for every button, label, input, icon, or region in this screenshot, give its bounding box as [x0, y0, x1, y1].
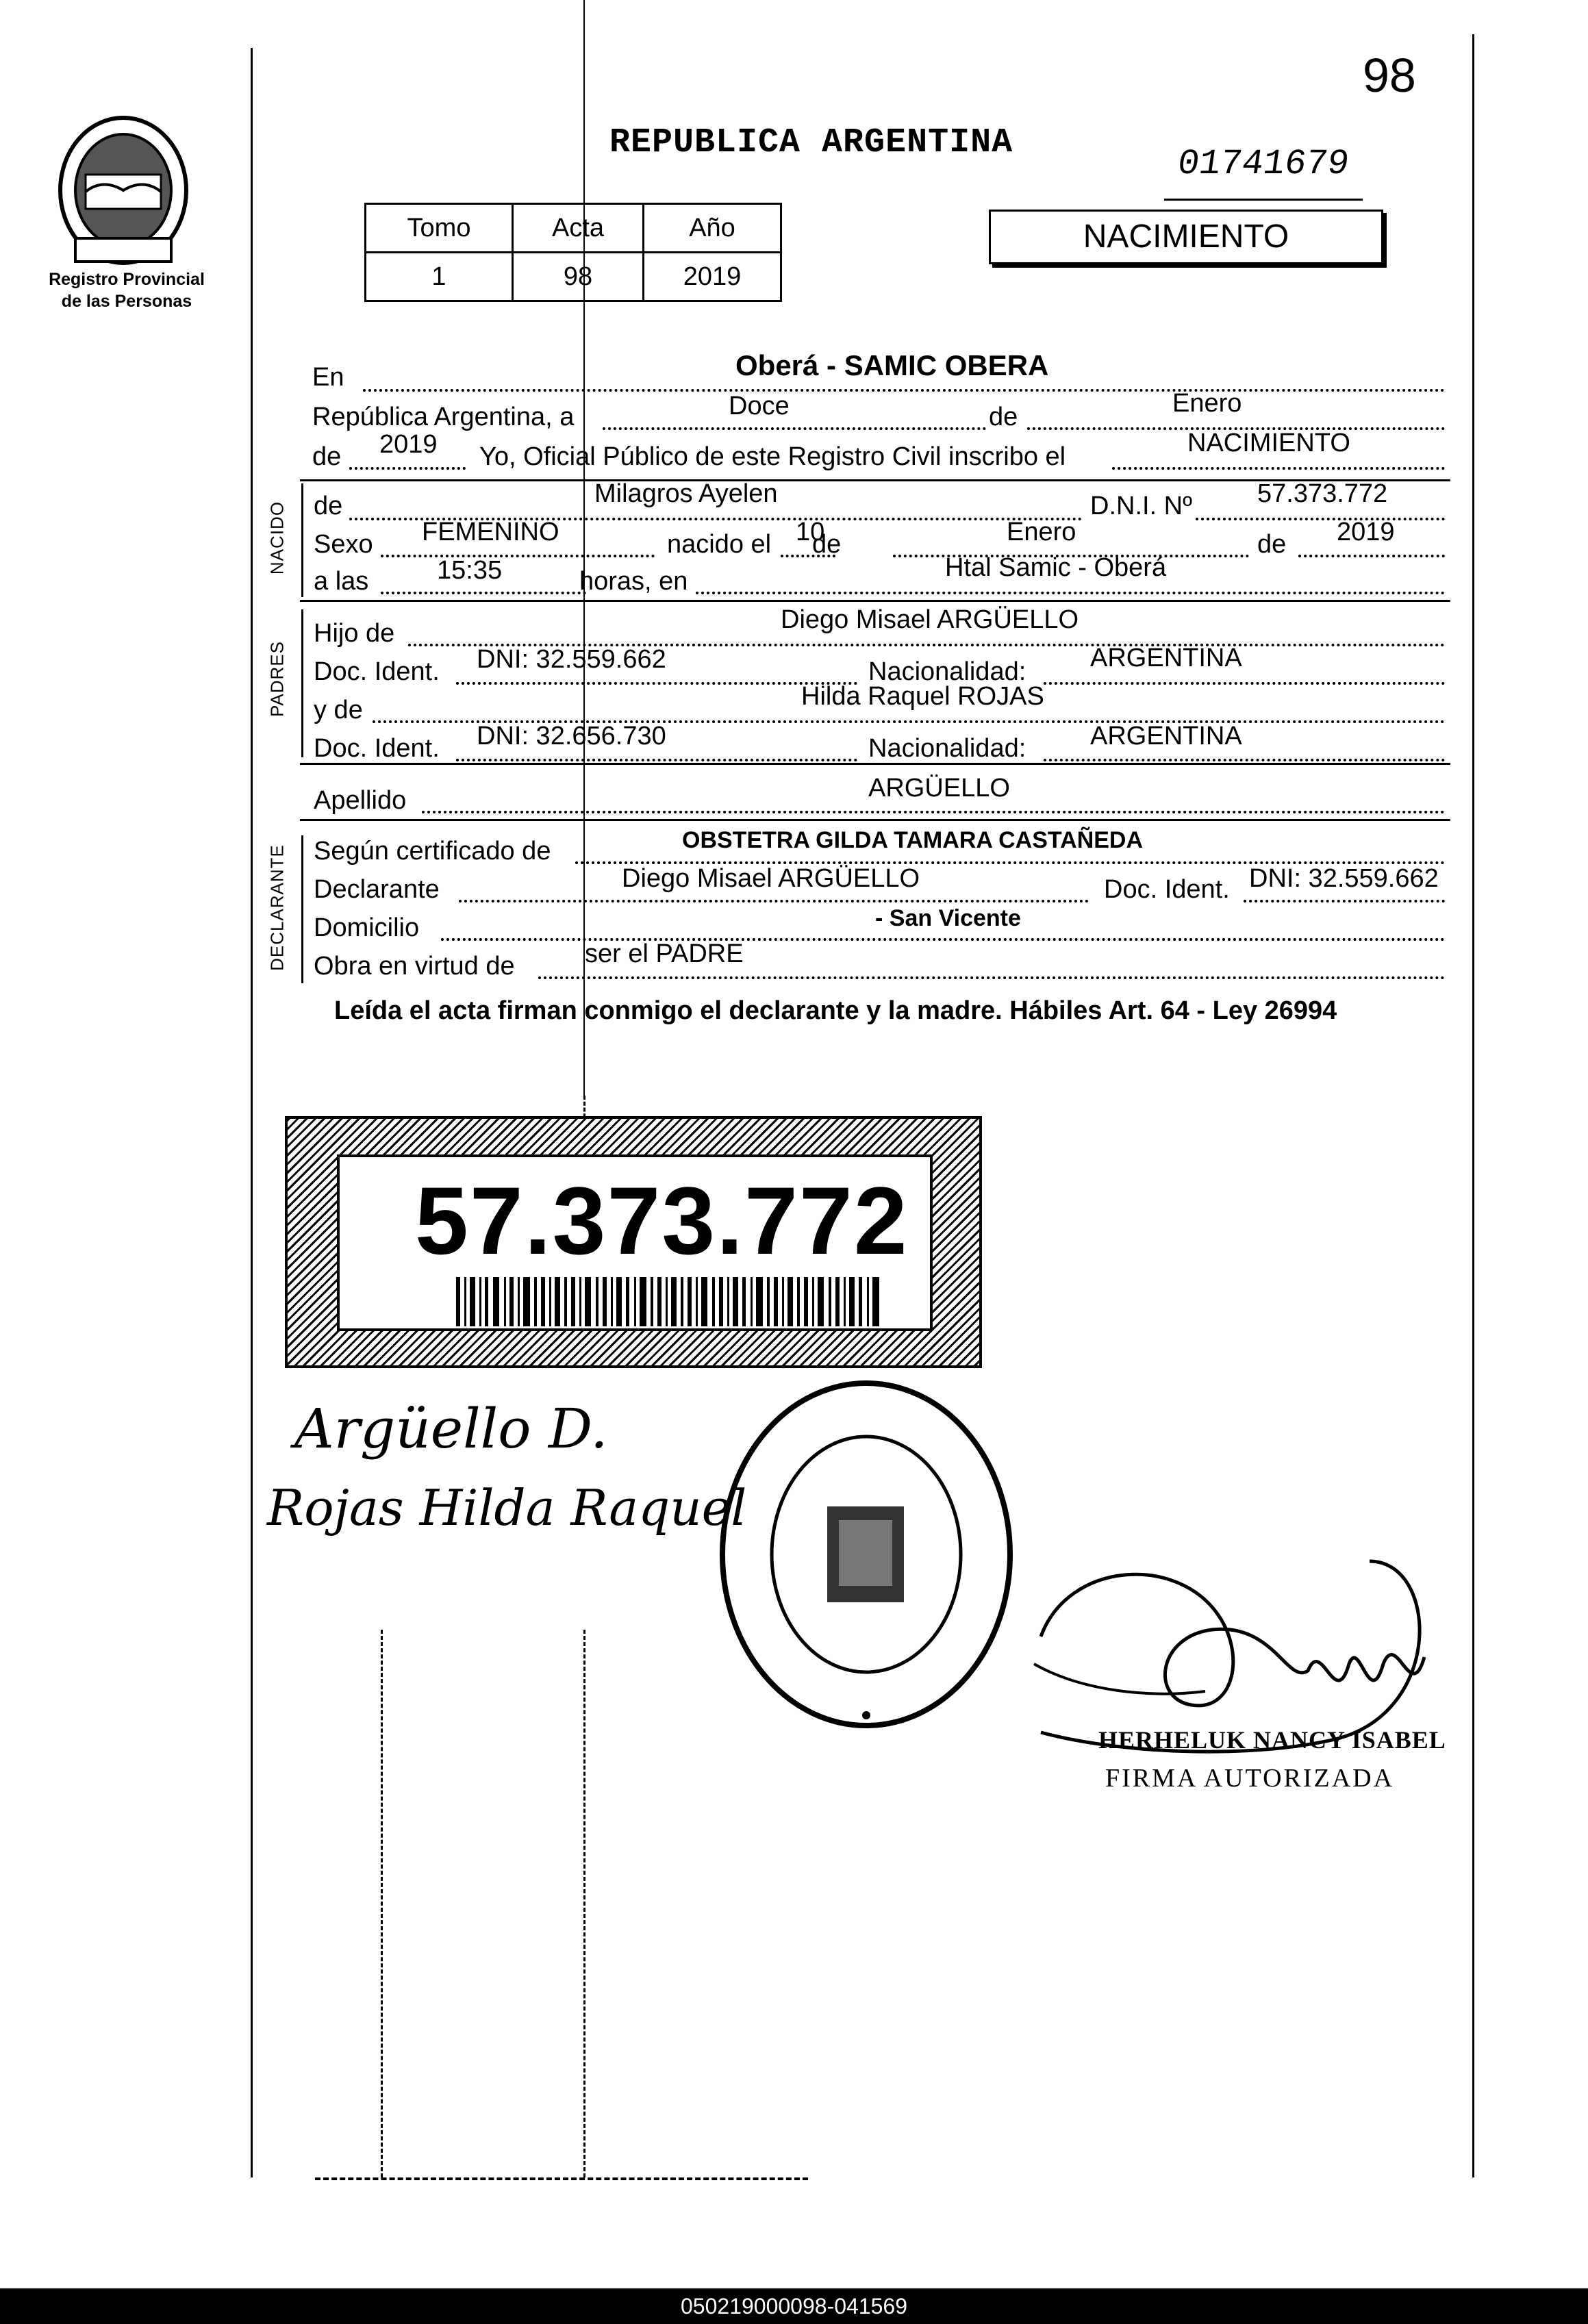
- acta-label: Acta: [513, 204, 644, 253]
- separator-3: [300, 763, 1450, 765]
- cert-value: OBSTETRA GILDA TAMARA CASTAÑEDA: [682, 827, 1144, 853]
- page-number: 98: [1363, 49, 1416, 102]
- dni-sticker: [285, 1116, 982, 1368]
- fold-dash: [583, 1630, 585, 2177]
- fold-line: [583, 0, 585, 1096]
- tomo-value: 1: [366, 253, 513, 301]
- firma-madre: Rojas Hilda Raquel: [267, 1479, 747, 1537]
- dni-dots: [1196, 518, 1445, 520]
- horas-en-label: horas, en: [579, 567, 688, 596]
- separator-2: [300, 600, 1450, 602]
- right-margin-line: [1472, 34, 1474, 2177]
- padre-doc-dots: [456, 682, 857, 685]
- decl-dots: [459, 900, 1089, 902]
- madre-value: Hilda Raquel ROJAS: [801, 682, 1044, 711]
- nacido-de-label: de: [314, 492, 343, 520]
- sexo-value: FEMENINO: [422, 518, 559, 546]
- tomo-label: Tomo: [366, 204, 513, 253]
- document-code-footer: 050219000098-041569: [0, 2288, 1588, 2324]
- decl-label: Declarante: [314, 875, 440, 904]
- sexo-label: Sexo: [314, 530, 373, 559]
- inscribo-dots: [1112, 467, 1445, 470]
- madre-doc-value: DNI: 32.656.730: [477, 722, 666, 750]
- nac-mes-value: Enero: [1007, 518, 1076, 546]
- madre-doc-label: Doc. Ident.: [314, 734, 440, 763]
- anio-value: 2019: [644, 253, 781, 301]
- official-seal-stamp: [712, 1376, 1020, 1732]
- hora-value: 15:35: [437, 556, 503, 585]
- padre-value: Diego Misael ARGÜELLO: [781, 605, 1079, 634]
- nac-anio-value: 2019: [1337, 518, 1395, 546]
- hijo-label: Hijo de: [314, 619, 395, 648]
- decl-doc-value: DNI: 32.559.662: [1249, 864, 1439, 893]
- leida-text: Leída el acta firman conmigo el declarante y la madre. Hábiles Art. 64 - Ley 26994: [334, 996, 1337, 1025]
- en-label: En: [312, 363, 344, 392]
- obra-label: Obra en virtud de: [314, 952, 515, 981]
- declarante-section-label: DECLARANTE: [266, 844, 288, 971]
- dni-value: 57.373.772: [1257, 479, 1388, 508]
- apellido-label: Apellido: [314, 786, 407, 815]
- en-dots: [363, 389, 1445, 392]
- nacido-bracket: [301, 483, 303, 597]
- bottom-dashed-line: [315, 2177, 808, 2180]
- madre-nac-value: ARGENTINA: [1090, 722, 1242, 750]
- declarante-bracket: [301, 835, 303, 983]
- acta-value: 98: [513, 253, 644, 301]
- dni-sticker-number: 57.373.772: [415, 1167, 909, 1274]
- misiones-shield-logo: [48, 110, 199, 274]
- dom-label: Domicilio: [314, 913, 420, 942]
- firma-padre: Argüello D.: [294, 1397, 608, 1461]
- registro-line1: Registro Provincial: [49, 270, 205, 289]
- left-dash: [381, 1630, 383, 2177]
- madre-nac-dots: [1044, 759, 1445, 761]
- hora-dots: [381, 592, 586, 594]
- alas-label: a las: [314, 567, 369, 596]
- nombre-value: Milagros Ayelen: [594, 479, 778, 508]
- padre-nac-label: Nacionalidad:: [868, 657, 1026, 686]
- padre-doc-label: Doc. Ident.: [314, 657, 440, 686]
- apellido-dots: [422, 811, 1445, 813]
- barcode-icon: [456, 1277, 881, 1326]
- cert-label: Según certificado de: [314, 837, 551, 866]
- yo-label: Yo, Oficial Público de este Registro Civil inscribo el: [479, 442, 1066, 471]
- decl-value: Diego Misael ARGÜELLO: [622, 864, 920, 893]
- decl-doc-dots: [1244, 900, 1445, 902]
- separator-4: [300, 819, 1450, 821]
- nac-de2-label: de: [1257, 530, 1287, 559]
- dia-value: Doce: [729, 392, 790, 420]
- anio-value: 2019: [379, 430, 438, 459]
- registro-provincial-label: [27, 268, 226, 312]
- nacido-el-label: nacido el: [667, 530, 772, 559]
- obra-dots: [538, 976, 1445, 979]
- obra-value: ser el PADRE: [585, 939, 744, 968]
- padres-bracket: [301, 609, 303, 757]
- serial-underline: [1164, 199, 1363, 201]
- funcionario-name: HERHELUK NANCY ISABEL: [1098, 1726, 1446, 1754]
- inscribo-value: NACIMIENTO: [1187, 429, 1350, 457]
- nac-anio-dots: [1298, 555, 1445, 557]
- madre-nac-label: Nacionalidad:: [868, 734, 1026, 763]
- padres-section-label: PADRES: [266, 641, 288, 717]
- nac-de-label: de: [812, 530, 842, 559]
- de-label: de: [989, 403, 1018, 431]
- decl-doc-label: Doc. Ident.: [1104, 875, 1230, 904]
- en-value: Oberá - SAMIC OBERA: [735, 349, 1049, 381]
- dni-label: D.N.I. Nº: [1090, 492, 1192, 520]
- sexo-dots: [381, 555, 655, 557]
- dia-dots: [603, 427, 986, 430]
- padre-doc-value: DNI: 32.559.662: [477, 645, 666, 674]
- nacimiento-box: NACIMIENTO: [989, 210, 1383, 264]
- nacido-section-label: NACIDO: [266, 501, 288, 575]
- padre-nac-dots: [1044, 682, 1445, 685]
- left-margin-line: [251, 48, 253, 2177]
- de2-label: de: [312, 442, 342, 471]
- padre-nac-value: ARGENTINA: [1090, 644, 1242, 672]
- firma-autorizada-label: FIRMA AUTORIZADA: [1105, 1764, 1395, 1793]
- madre-doc-dots: [456, 759, 857, 761]
- nac-lugar-dots: [696, 592, 1445, 594]
- nac-lugar-value: Htal Samic - Oberá: [945, 553, 1167, 582]
- serial-number: 01741679: [1174, 144, 1352, 184]
- anio-dots: [349, 467, 466, 470]
- anio-label: Año: [644, 204, 781, 253]
- dom-value: - San Vicente: [875, 905, 1021, 931]
- mes-value: Enero: [1172, 389, 1242, 418]
- apellido-value: ARGÜELLO: [868, 774, 1010, 803]
- republica-label: República Argentina, a: [312, 403, 575, 431]
- republica-title: REPUBLICA ARGENTINA: [609, 123, 1013, 162]
- nac-dia-value: 10: [796, 518, 825, 546]
- registro-line2: de las Personas: [61, 292, 192, 311]
- tomo-acta-anio-table: [364, 203, 782, 302]
- dni-sticker-inner: [337, 1154, 933, 1331]
- yde-label: y de: [314, 696, 363, 724]
